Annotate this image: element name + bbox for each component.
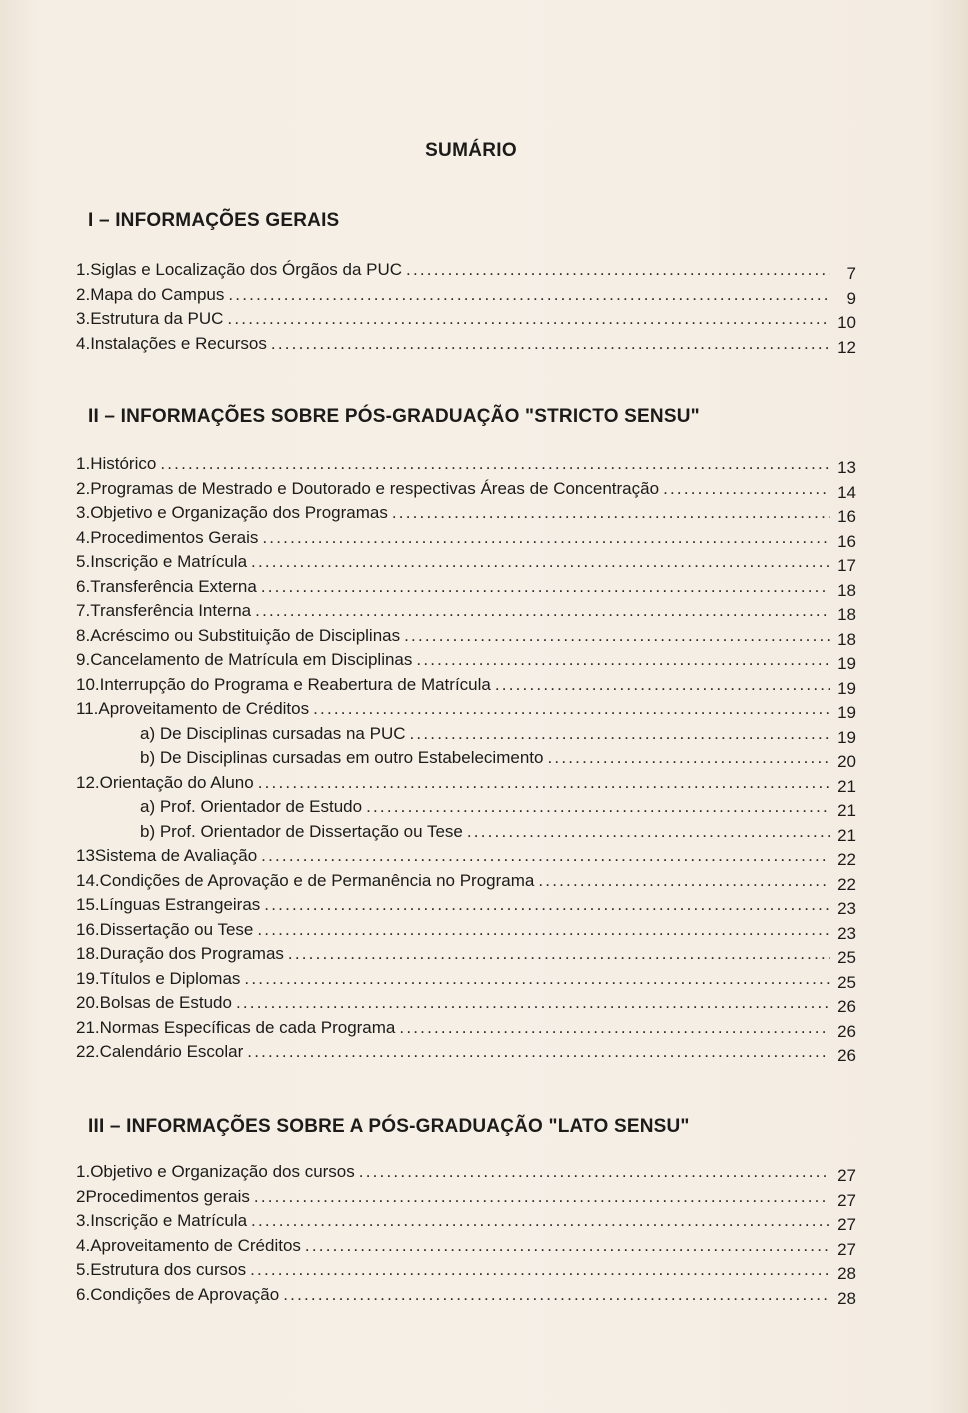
- entry-number: 4.: [76, 527, 91, 547]
- entry-number: 2.: [76, 284, 91, 304]
- entry-title: b) Prof. Orientador de Dissertação ou Tese: [140, 821, 463, 841]
- entry-number: 6.: [76, 576, 91, 596]
- entry-number: 18.: [76, 944, 100, 963]
- page-title: SUMÁRIO: [425, 140, 517, 161]
- dot-leader: [313, 699, 830, 719]
- entry-page-number: 26: [837, 1021, 856, 1041]
- entry-title: Procedimentos gerais: [85, 1186, 250, 1206]
- entry-title: Programas de Mestrado e Doutorado e respectivas Áreas de Concentração: [90, 478, 660, 498]
- entry-page-number: 19: [837, 678, 856, 698]
- entry-page-number: 14: [837, 482, 856, 502]
- toc-entry: [76, 309, 856, 334]
- entry-page-number: 21: [837, 825, 856, 845]
- toc-list-1: [76, 260, 856, 358]
- entry-number: 14.: [76, 870, 100, 890]
- dot-leader: [236, 993, 830, 1013]
- entry-title: Objetivo e Organização dos Programas: [90, 503, 388, 522]
- dot-leader: [247, 1042, 830, 1062]
- dot-leader: [254, 1187, 830, 1207]
- toc-entry: [76, 454, 856, 479]
- entry-title: Estrutura dos cursos: [90, 1260, 247, 1279]
- dot-leader: [261, 846, 830, 866]
- entry-title: Objetivo e Organização dos cursos: [90, 1162, 355, 1181]
- entry-number: 1.: [76, 1162, 91, 1181]
- toc-list-2: [76, 454, 856, 1067]
- entry-page-number: 27: [837, 1190, 856, 1210]
- dot-leader: [261, 577, 830, 597]
- entry-number: 10.: [76, 674, 100, 694]
- entry-number: 8.: [76, 625, 91, 645]
- toc-entry: [76, 650, 856, 675]
- section-heading-2: II – INFORMAÇÕES SOBRE PÓS-GRADUAÇÃO "STRICTO SENSU": [88, 406, 700, 427]
- entry-title: Condições de Aprovação e de Permanência no Programa: [99, 870, 535, 890]
- entry-number: 2: [76, 1186, 86, 1206]
- dot-leader: [538, 871, 830, 891]
- dot-leader: [392, 503, 830, 523]
- entry-title: a) De Disciplinas cursadas na PUC: [140, 723, 406, 743]
- dot-leader: [244, 969, 830, 989]
- dot-leader: [663, 479, 830, 499]
- entry-number: 5.: [76, 1260, 91, 1279]
- dot-leader: [271, 334, 830, 354]
- toc-entry: [76, 285, 856, 310]
- toc-entry: [76, 503, 856, 528]
- entry-title: Inscrição e Matrícula: [90, 552, 248, 571]
- entry-title: Procedimentos Gerais: [90, 527, 259, 547]
- entry-page-number: 23: [837, 923, 856, 943]
- entry-number: 11.: [76, 699, 99, 718]
- toc-entry: [76, 675, 856, 700]
- entry-title: Normas Específicas de cada Programa: [99, 1017, 396, 1037]
- entry-number: 3.: [76, 1211, 91, 1230]
- entry-title: b) De Disciplinas cursadas em outro Estabelecimento: [140, 748, 544, 767]
- entry-page-number: 20: [837, 752, 856, 771]
- entry-page-number: 18: [837, 580, 856, 600]
- toc-entry: [76, 1187, 856, 1212]
- entry-page-number: 13: [837, 458, 856, 477]
- entry-page-number: 7: [846, 264, 856, 283]
- dot-leader: [251, 1211, 830, 1231]
- entry-number: 13: [76, 846, 95, 865]
- entry-number: 15.: [76, 895, 100, 914]
- entry-title: Mapa do Campus: [90, 284, 225, 304]
- entry-title: Sistema de Avaliação: [94, 846, 258, 865]
- dot-leader: [257, 920, 830, 940]
- entry-number: 7.: [76, 601, 91, 620]
- entry-title: Cancelamento de Matrícula em Disciplinas: [90, 650, 413, 669]
- toc-subentry: [76, 797, 856, 822]
- entry-number: 1.: [76, 260, 91, 279]
- toc-subentry: [76, 822, 856, 847]
- dot-leader: [288, 944, 830, 964]
- dot-leader: [359, 1162, 830, 1182]
- entry-number: 2.: [76, 478, 91, 498]
- toc-entry: [76, 1211, 856, 1236]
- entry-page-number: 16: [837, 507, 856, 526]
- entry-page-number: 19: [837, 727, 856, 747]
- entry-title: Estrutura da PUC: [90, 309, 224, 328]
- entry-page-number: 26: [837, 997, 856, 1016]
- toc-entry: [76, 993, 856, 1018]
- entry-page-number: 25: [837, 972, 856, 992]
- entry-page-number: 19: [837, 703, 856, 722]
- entry-page-number: 21: [837, 801, 856, 820]
- dot-leader: [160, 454, 830, 474]
- entry-page-number: 21: [837, 776, 856, 796]
- entry-page-number: 22: [837, 850, 856, 869]
- entry-title: Siglas e Localização dos Órgãos da PUC: [90, 260, 403, 279]
- entry-page-number: 27: [837, 1166, 856, 1185]
- entry-page-number: 22: [837, 874, 856, 894]
- toc-entry: [76, 528, 856, 553]
- entry-page-number: 23: [837, 899, 856, 918]
- dot-leader: [366, 797, 830, 817]
- entry-page-number: 12: [837, 337, 856, 357]
- dot-leader: [399, 1018, 830, 1038]
- dot-leader: [406, 260, 830, 280]
- dot-leader: [258, 773, 830, 793]
- entry-number: 4.: [76, 333, 91, 353]
- dot-leader: [264, 895, 830, 915]
- entry-number: 9.: [76, 650, 91, 669]
- dot-leader: [404, 626, 830, 646]
- toc-entry: [76, 1018, 856, 1043]
- entry-page-number: 27: [837, 1239, 856, 1259]
- entry-title: Inscrição e Matrícula: [90, 1211, 248, 1230]
- entry-number: 20.: [76, 993, 100, 1012]
- dot-leader: [305, 1236, 830, 1256]
- entry-title: Bolsas de Estudo: [99, 993, 232, 1012]
- toc-entry: [76, 871, 856, 896]
- entry-page-number: 26: [837, 1046, 856, 1065]
- entry-number: 22.: [76, 1042, 100, 1061]
- toc-entry: [76, 1236, 856, 1261]
- toc-list-3: [76, 1162, 856, 1309]
- entry-title: Aproveitamento de Créditos: [90, 1235, 301, 1255]
- dot-leader: [228, 285, 830, 305]
- toc-entry: [76, 699, 856, 724]
- toc-entry: [76, 1162, 856, 1187]
- dot-leader: [467, 822, 830, 842]
- entry-number: 4.: [76, 1235, 91, 1255]
- dot-leader: [255, 601, 830, 621]
- entry-title: Transferência Interna: [90, 601, 252, 620]
- dot-leader: [495, 675, 830, 695]
- toc-subentry: [76, 748, 856, 773]
- entry-number: 3.: [76, 309, 91, 328]
- dot-leader: [410, 724, 831, 744]
- entry-title: Histórico: [90, 454, 157, 473]
- entry-page-number: 18: [837, 629, 856, 649]
- entry-number: 1.: [76, 454, 91, 473]
- entry-page-number: 27: [837, 1215, 856, 1234]
- dot-leader: [251, 552, 830, 572]
- entry-number: 3.: [76, 503, 91, 522]
- entry-title: Condições de Aprovação: [90, 1284, 280, 1304]
- entry-number: 6.: [76, 1284, 91, 1304]
- toc-entry: [76, 1042, 856, 1067]
- entry-number: 21.: [76, 1017, 100, 1037]
- toc-entry: [76, 1260, 856, 1285]
- entry-page-number: 9: [846, 288, 856, 308]
- toc-entry: [76, 626, 856, 651]
- toc-entry: [76, 260, 856, 285]
- dot-leader: [227, 309, 830, 329]
- toc-subentry: [76, 724, 856, 749]
- entry-number: 5.: [76, 552, 91, 571]
- entry-page-number: 16: [837, 531, 856, 551]
- toc-entry: [76, 577, 856, 602]
- entry-title: Línguas Estrangeiras: [99, 895, 261, 914]
- toc-entry: [76, 969, 856, 994]
- entry-page-number: 19: [837, 654, 856, 673]
- entry-page-number: 10: [837, 313, 856, 332]
- entry-page-number: 28: [837, 1264, 856, 1283]
- dot-leader: [283, 1285, 830, 1305]
- entry-page-number: 28: [837, 1288, 856, 1308]
- entry-title: Interrupção do Programa e Reabertura de Matrícula: [99, 674, 491, 694]
- section-heading-1: I – INFORMAÇÕES GERAIS: [88, 210, 340, 231]
- section-heading-3: III – INFORMAÇÕES SOBRE A PÓS-GRADUAÇÃO "LATO SENSU": [88, 1116, 690, 1137]
- entry-title: Acréscimo ou Substituição de Disciplinas: [90, 625, 401, 645]
- entry-page-number: 17: [837, 556, 856, 575]
- entry-title: Aproveitamento de Créditos: [98, 699, 310, 718]
- entry-number: 12.: [76, 772, 100, 792]
- toc-entry: [76, 944, 856, 969]
- entry-page-number: 18: [837, 605, 856, 624]
- entry-title: Dissertação ou Tese: [99, 919, 254, 939]
- toc-entry: [76, 1285, 856, 1310]
- entry-title: Títulos e Diplomas: [99, 968, 241, 988]
- toc-entry: [76, 552, 856, 577]
- toc-entry: [76, 920, 856, 945]
- toc-entry: [76, 773, 856, 798]
- entry-title: Instalações e Recursos: [90, 333, 267, 353]
- entry-number: 19.: [76, 968, 100, 988]
- toc-entry: [76, 846, 856, 871]
- entry-title: Orientação do Aluno: [99, 772, 254, 792]
- entry-title: Duração dos Programas: [99, 944, 284, 963]
- toc-entry: [76, 334, 856, 359]
- entry-title: Calendário Escolar: [99, 1042, 244, 1061]
- dot-leader: [250, 1260, 830, 1280]
- dot-leader: [547, 748, 830, 768]
- entry-number: 16.: [76, 919, 100, 939]
- dot-leader: [262, 528, 830, 548]
- toc-entry: [76, 479, 856, 504]
- toc-entry: [76, 601, 856, 626]
- entry-title: Transferência Externa: [90, 576, 257, 596]
- entry-title: a) Prof. Orientador de Estudo: [140, 797, 363, 816]
- dot-leader: [416, 650, 830, 670]
- toc-entry: [76, 895, 856, 920]
- entry-page-number: 25: [837, 948, 856, 967]
